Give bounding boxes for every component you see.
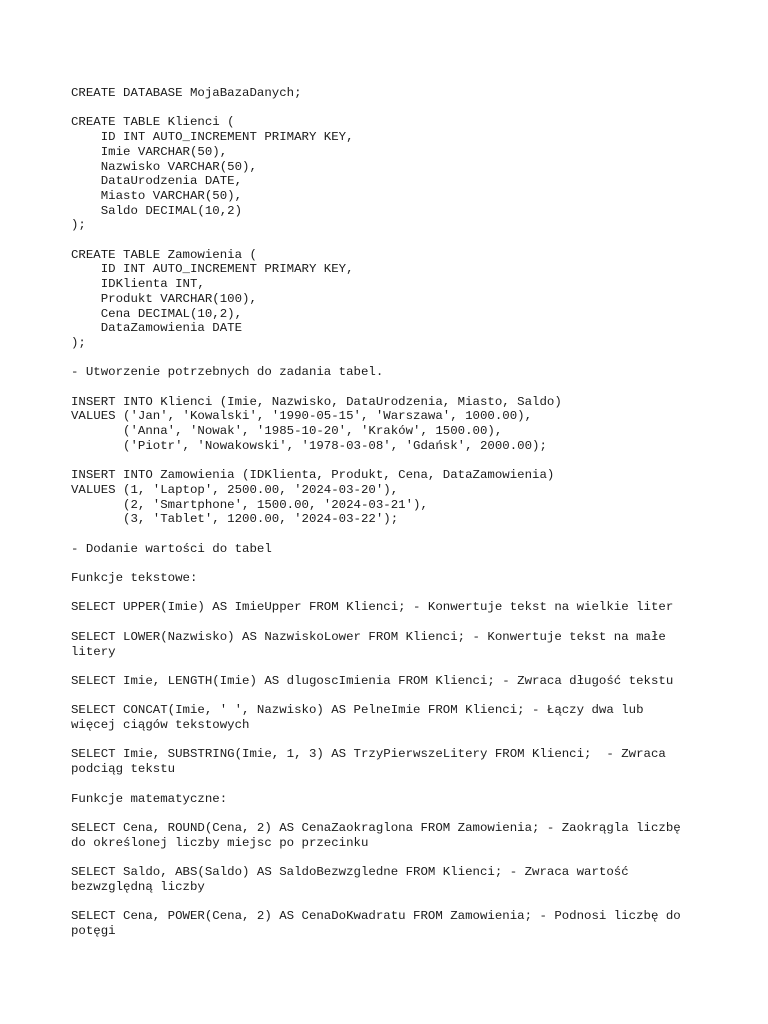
blank-line xyxy=(71,806,711,821)
text-line: Funkcje matematyczne: xyxy=(71,791,228,806)
blank-line xyxy=(71,586,711,601)
text-line: litery xyxy=(71,644,116,659)
blank-line xyxy=(71,380,711,395)
blank-line xyxy=(71,689,711,704)
text-line: ID INT AUTO_INCREMENT PRIMARY KEY, xyxy=(71,262,354,277)
blank-line xyxy=(71,894,711,909)
blank-line xyxy=(71,454,711,469)
text-line: SELECT Saldo, ABS(Saldo) AS SaldoBezwzgledne FROM Klienci; - Zwraca wartość xyxy=(71,865,629,880)
text-line: SELECT Cena, POWER(Cena, 2) AS CenaDoKwadratu FROM Zamowienia; - Podnosi liczbę do xyxy=(71,909,681,924)
text-line: DataUrodzenia DATE, xyxy=(71,174,243,189)
text-line: Produkt VARCHAR(100), xyxy=(71,291,257,306)
blank-line xyxy=(71,615,711,630)
text-line: VALUES (1, 'Laptop', 2500.00, '2024-03-20'), xyxy=(71,482,399,497)
text-line: VALUES ('Jan', 'Kowalski', '1990-05-15', 'Warszawa', 1000.00), xyxy=(71,409,533,424)
text-line: więcej ciągów tekstowych xyxy=(71,718,250,733)
text-line: Nazwisko VARCHAR(50), xyxy=(71,159,257,174)
text-line: do określonej liczby miejsc po przecinku xyxy=(71,835,369,850)
text-line: potęgi xyxy=(71,923,116,938)
text-line: SELECT LOWER(Nazwisko) AS NazwiskoLower FROM Klienci; - Konwertuje tekst na małe xyxy=(71,629,666,644)
blank-line xyxy=(71,527,711,542)
text-line: INSERT INTO Zamowienia (IDKlienta, Produkt, Cena, DataZamowienia) xyxy=(71,468,555,483)
text-line: SELECT Imie, LENGTH(Imie) AS dlugoscImienia FROM Klienci; - Zwraca długość tekstu xyxy=(71,673,674,688)
text-line: - Dodanie wartości do tabel xyxy=(71,541,272,556)
text-line: ('Piotr', 'Nowakowski', '1978-03-08', 'Gdańsk', 2000.00); xyxy=(71,438,547,453)
text-line: SELECT CONCAT(Imie, ' ', Nazwisko) AS PelneImie FROM Klienci; - Łączy dwa lub xyxy=(71,703,644,718)
blank-line xyxy=(71,733,711,748)
text-line: ID INT AUTO_INCREMENT PRIMARY KEY, xyxy=(71,130,354,145)
text-line: Miasto VARCHAR(50), xyxy=(71,188,243,203)
text-line: CREATE TABLE Klienci ( xyxy=(71,115,235,130)
text-line: (3, 'Tablet', 1200.00, '2024-03-22'); xyxy=(71,512,399,527)
text-line: ('Anna', 'Nowak', '1985-10-20', 'Kraków', 1500.00), xyxy=(71,424,503,439)
text-line: Imie VARCHAR(50), xyxy=(71,144,228,159)
text-line: SELECT UPPER(Imie) AS ImieUpper FROM Klienci; - Konwertuje tekst na wielkie liter xyxy=(71,600,674,615)
blank-line xyxy=(71,850,711,865)
blank-line xyxy=(71,777,711,792)
blank-line xyxy=(71,233,711,248)
text-line: - Utworzenie potrzebnych do zadania tabel. xyxy=(71,365,384,380)
text-line: ); xyxy=(71,218,86,233)
text-line: bezwzględną liczby xyxy=(71,879,205,894)
text-line: podciąg tekstu xyxy=(71,762,176,777)
blank-line xyxy=(71,351,711,366)
text-line: CREATE DATABASE MojaBazaDanych; xyxy=(71,86,302,100)
document-page xyxy=(71,86,711,939)
text-line: DataZamowienia DATE xyxy=(71,321,243,336)
blank-line xyxy=(71,101,711,116)
text-line: Funkcje tekstowe: xyxy=(71,571,198,586)
blank-line xyxy=(71,556,711,571)
blank-line xyxy=(71,659,711,674)
text-line: Cena DECIMAL(10,2), xyxy=(71,306,243,321)
text-line: INSERT INTO Klienci (Imie, Nazwisko, DataUrodzenia, Miasto, Saldo) xyxy=(71,394,562,409)
text-line: ); xyxy=(71,335,86,350)
text-line: SELECT Imie, SUBSTRING(Imie, 1, 3) AS TrzyPierwszeLitery FROM Klienci; - Zwraca xyxy=(71,747,666,762)
text-line: IDKlienta INT, xyxy=(71,277,205,292)
text-line: CREATE TABLE Zamowienia ( xyxy=(71,247,257,262)
text-line: Saldo DECIMAL(10,2) xyxy=(71,203,243,218)
text-line: (2, 'Smartphone', 1500.00, '2024-03-21'), xyxy=(71,497,428,512)
text-line: SELECT Cena, ROUND(Cena, 2) AS CenaZaokraglona FROM Zamowienia; - Zaokrągla liczbę xyxy=(71,820,681,835)
